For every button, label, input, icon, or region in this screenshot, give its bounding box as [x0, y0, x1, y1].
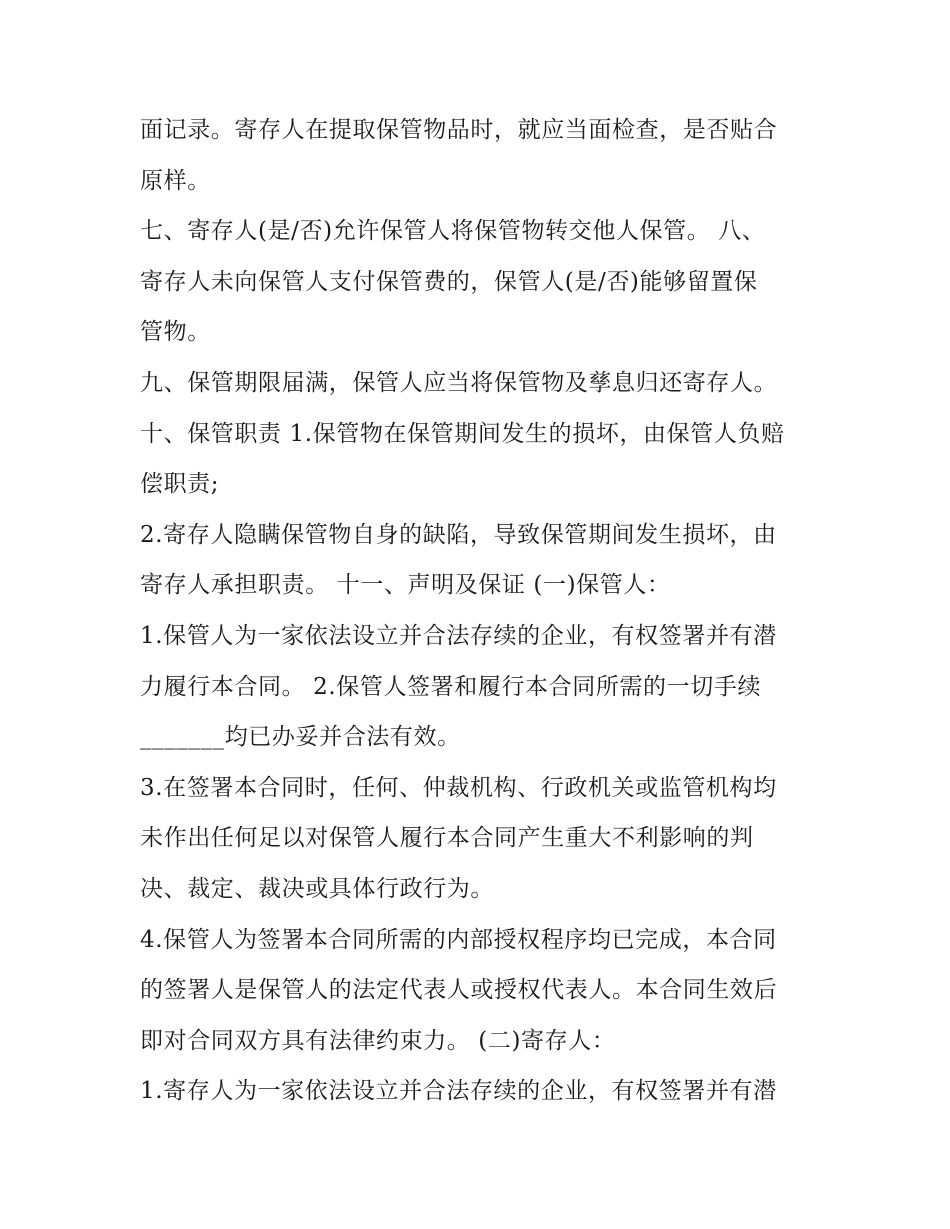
text-line: 1.保管人为一家依法设立并合法存续的企业，有权签署并有潜	[140, 622, 777, 649]
text-line: 3.在签署本合同时，任何、仲裁机构、行政机关或监管机构均	[140, 774, 777, 801]
document-body	[140, 105, 820, 1117]
text-line: 七、寄存人(是/否)允许保管人将保管物转交他人保管。 八、	[140, 218, 766, 245]
text-line: _______均已办妥并合法有效。	[140, 724, 461, 751]
text-line: 偿职责;	[140, 471, 220, 498]
text-line: 决、裁定、裁决或具体行政行为。	[140, 875, 494, 902]
text-line: 力履行本合同。 2.保管人签署和履行本合同所需的一切手续	[140, 673, 762, 700]
text-line: 寄存人承担职责。 十一、声明及保证 (一)保管人：	[140, 572, 671, 599]
text-line: 未作出任何足以对保管人履行本合同产生重大不利影响的判	[140, 825, 754, 852]
text-line: 4.保管人为签署本合同所需的内部授权程序均已完成，本合同	[140, 926, 777, 953]
text-line: 面记录。寄存人在提取保管物品时，就应当面检查，是否贴合	[140, 117, 778, 143]
text-line: 即对合同双方具有法律约束力。 (二)寄存人：	[140, 1027, 616, 1054]
text-line: 的签署人是保管人的法定代表人或授权代表人。本合同生效后	[140, 977, 778, 1004]
text-line: 原样。	[140, 167, 211, 194]
text-line: 管物。	[140, 319, 211, 346]
text-line: 十、保管职责 1.保管物在保管期间发生的损坏，由保管人负赔	[140, 420, 785, 447]
text-line: 1.寄存人为一家依法设立并合法存续的企业，有权签署并有潜	[140, 1078, 777, 1105]
text-line: 寄存人未向保管人支付保管费的，保管人(是/否)能够留置保	[140, 268, 758, 295]
text-line: 2.寄存人隐瞒保管物自身的缺陷，导致保管期间发生损坏，由	[140, 521, 777, 548]
text-line: 九、保管期限届满，保管人应当将保管物及孳息归还寄存人。	[140, 369, 778, 396]
